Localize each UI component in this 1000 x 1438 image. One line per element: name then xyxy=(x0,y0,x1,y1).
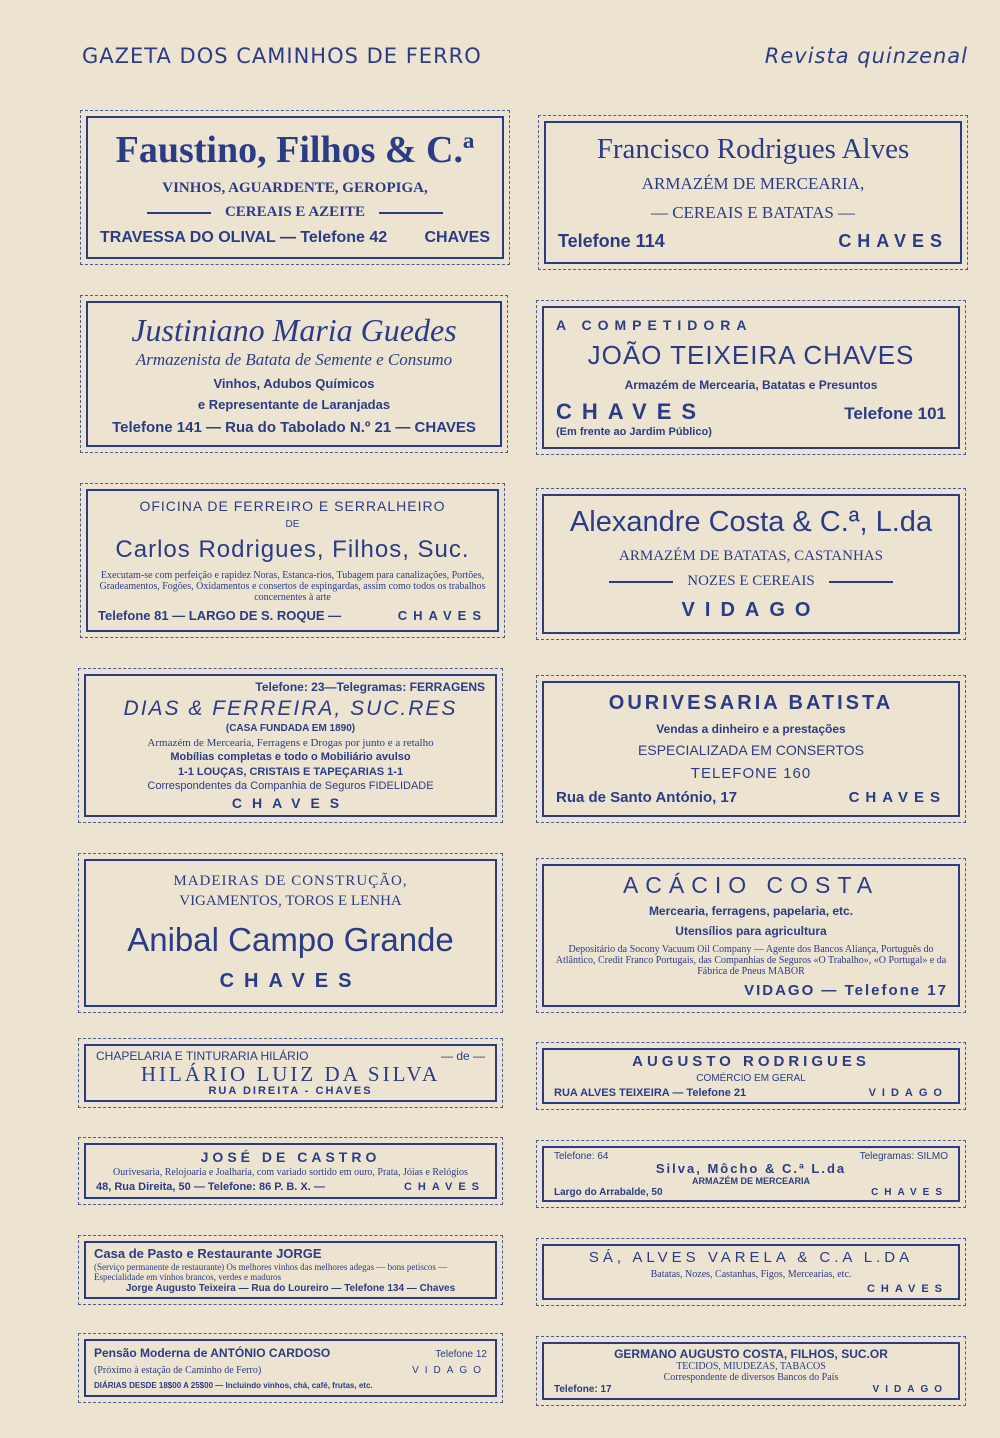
ad-address: RUA ALVES TEIXEIRA — Telefone 21 xyxy=(554,1086,747,1099)
ad-line: Mercearia, ferragens, papelaria, etc. xyxy=(648,904,854,919)
ad-pensao xyxy=(78,1333,503,1403)
ad-name: Anibal Campo Grande xyxy=(127,921,454,959)
ad-address: TRAVESSA DO OLIVAL — Telefone 42 xyxy=(100,229,388,247)
ad-phone: Telefone: 64 xyxy=(554,1150,609,1162)
ad-city: CHAVES xyxy=(838,230,948,251)
ad-desc: Executam-se com perfeição e rapidez Noras, Estanca-rios, Tubagem para canalizações, Portões, Gradeamentos, Fogões, Oxidamentos e consertos de espingardas, assim como todos os trabalhos concernentes à arte xyxy=(99,569,486,603)
ad-tag: A COMPETIDORA xyxy=(556,317,753,334)
ad-line: TECIDOS, MIUDEZAS, TABACOS xyxy=(676,1360,826,1372)
ad-line: VINHOS, AGUARDENTE, GEROPIGA, xyxy=(162,179,428,196)
ad-line: Vinhos, Adubos Químicos xyxy=(213,375,375,391)
ad-name: GERMANO AUGUSTO COSTA, FILHOS, SUC.OR xyxy=(614,1346,888,1361)
ad-line: MADEIRAS DE CONSTRUÇÃO, xyxy=(173,872,408,889)
ad-name: Casa de Pasto e Restaurante JORGE xyxy=(94,1245,322,1261)
ad-city: CHAVES xyxy=(219,970,362,993)
ad-line: CEREAIS E AZEITE xyxy=(100,204,490,221)
ad-line: Armazém de Mercearia, Ferragens e Drogas por junto e a retalho xyxy=(147,736,434,749)
ad-line: — de — xyxy=(440,1048,485,1063)
ad-address: Telefone 141 — Rua do Tabolado N.º 21 — CHAVES xyxy=(112,418,476,436)
page-header-subtitle: Revista quinzenal xyxy=(764,44,968,68)
ad-line: Mobílias completas e todo o Mobiliário avulso xyxy=(170,751,411,764)
ad-founded: (CASA FUNDADA EM 1890) xyxy=(225,723,356,735)
ad-city: VIDAGO xyxy=(872,1384,948,1396)
ad-address: RUA DIREITA - CHAVES xyxy=(208,1085,373,1098)
ad-alexandre xyxy=(536,488,966,640)
ad-name: SÁ, ALVES VARELA & C.A L.DA xyxy=(588,1249,914,1267)
ad-telegram: Telegramas: SILMO xyxy=(859,1150,948,1162)
ad-line: DIÁRIAS DESDE 18$00 A 25$00 — Incluindo vinhos, chá, café, frutas, etc. xyxy=(94,1381,373,1391)
ad-name: Silva, Môcho & C.ª L.da xyxy=(655,1160,847,1176)
ad-city: CHAVES xyxy=(556,398,707,424)
ad-top: Telefone: 23—Telegramas: FERRAGENS xyxy=(255,680,485,695)
ad-line: VIGAMENTOS, TOROS E LENHA xyxy=(179,892,402,909)
ad-hilario xyxy=(78,1038,503,1108)
ad-name: JOÃO TEIXEIRA CHAVES xyxy=(587,340,915,371)
ad-city: CHAVES xyxy=(866,1282,948,1295)
ad-line: — CEREAIS E BATATAS — xyxy=(650,202,856,222)
ad-city: CHAVES xyxy=(397,608,487,624)
ad-line: (Próximo à estação de Caminho de Ferro) xyxy=(94,1364,262,1376)
ad-address: 48, Rua Direita, 50 — Telefone: 86 P. B. X. — xyxy=(96,1181,325,1194)
ad-line: Correspondentes da Companhia de Seguros FIDELIDADE xyxy=(147,780,434,793)
ad-name: JOSÉ DE CASTRO xyxy=(200,1148,381,1165)
ad-city: CHAVES xyxy=(403,1181,485,1194)
ad-name: Justiniano Maria Guedes xyxy=(131,312,457,349)
ad-city: VIDAGO xyxy=(868,1086,948,1099)
ad-city: VIDAGO — Telefone 17 xyxy=(744,982,948,1000)
ad-name: Alexandre Costa & C.ª, L.da xyxy=(569,506,933,539)
ad-name: Pensão Moderna de ANTÓNIO CARDOSO xyxy=(94,1345,331,1360)
ad-germano xyxy=(536,1336,966,1406)
ad-line: Batatas, Nozes, Castanhas, Figos, Mercearias, etc. xyxy=(650,1268,852,1280)
ad-note: (Serviço permanente de restaurante) Os melhores vinhos das melhores adegas — bons petiscos — Especialidade em vinhos brancos, verdes e maduros xyxy=(94,1261,448,1282)
ad-city: VIDAGO xyxy=(681,598,821,621)
ad-competidora xyxy=(536,300,966,455)
ad-justiniano xyxy=(80,295,508,453)
ad-desc: Depositário da Socony Vacuum Oil Company — Agente dos Bancos Aliança, Português do Atlântico, Credit Franco Portugais, das Companhias de Seguros «O Trabalho», «O Portugal» e da Fábrica de Pneus MABOR xyxy=(555,943,947,977)
ad-dias xyxy=(78,668,503,823)
ad-line: e Representante de Laranjadas xyxy=(197,397,391,413)
ad-line: TELEFONE 160 xyxy=(690,765,812,783)
ad-augusto xyxy=(536,1042,966,1110)
ad-name: Francisco Rodrigues Alves xyxy=(596,133,910,166)
ad-name: OURIVESARIA BATISTA xyxy=(608,692,894,715)
ad-name: ACÁCIO COSTA xyxy=(622,871,880,898)
ad-line: OFICINA DE FERREIRO E SERRALHEIRO xyxy=(139,497,446,514)
ad-batista xyxy=(536,675,966,823)
ad-city: CHAVES xyxy=(424,229,490,247)
ad-phone: Telefone 101 xyxy=(844,403,946,423)
ad-city: CHAVES xyxy=(871,1186,948,1198)
ad-phone: Telefone 12 xyxy=(435,1348,487,1360)
ad-line: Utensílios para agricultura xyxy=(675,923,827,938)
ad-name: Carlos Rodrigues, Filhos, Suc. xyxy=(115,535,470,563)
ad-name: DIAS & FERREIRA, SUC.RES xyxy=(123,696,458,720)
ad-name: AUGUSTO RODRIGUES xyxy=(632,1053,870,1071)
ad-sa xyxy=(536,1238,966,1306)
ad-acacio xyxy=(536,858,966,1013)
ad-address: Telefone 81 — LARGO DE S. ROQUE — xyxy=(98,608,342,624)
ad-line: ESPECIALIZADA EM CONSERTOS xyxy=(638,742,864,759)
ad-city: CHAVES xyxy=(231,794,350,811)
ad-city: CHAVES xyxy=(848,788,946,806)
ad-note: (Em frente ao Jardim Público) xyxy=(556,425,712,438)
ad-phone: Telefone: 17 xyxy=(554,1384,612,1396)
ad-line: CHAPELARIA E TINTURARIA HILÁRIO xyxy=(96,1048,309,1063)
ad-anibal xyxy=(78,853,503,1013)
ad-line: Armazém de Mercearia, Batatas e Presuntos xyxy=(624,377,878,392)
ad-faustino xyxy=(80,110,510,265)
ad-line: Vendas a dinheiro e a prestações xyxy=(656,721,846,736)
ad-address: Jorge Augusto Teixeira — Rua do Loureiro — Telefone 134 — Chaves xyxy=(125,1283,456,1295)
ad-line: DE xyxy=(285,519,300,531)
ad-line: ARMAZÉM DE MERCEARIA, xyxy=(641,174,865,194)
ad-silva xyxy=(536,1140,966,1208)
ad-jorge xyxy=(78,1235,503,1305)
ad-line: ARMAZÉM DE MERCEARIA xyxy=(692,1175,810,1186)
ad-line: 1-1 LOUÇAS, CRISTAIS E TAPEÇARIAS 1-1 xyxy=(177,765,404,778)
ad-phone: Telefone 114 xyxy=(558,230,665,251)
ad-address: Largo do Arrabalde, 50 xyxy=(554,1186,663,1198)
ad-carlos xyxy=(80,483,505,638)
page-header-title: GAZETA DOS CAMINHOS DE FERRO xyxy=(82,44,482,68)
ad-name: Faustino, Filhos & C.ª xyxy=(115,128,475,171)
ad-city: VIDAGO xyxy=(412,1364,487,1376)
ad-francisco xyxy=(538,115,968,270)
ad-tagline: Armazenista de Batata de Semente e Consumo xyxy=(135,349,453,369)
ad-line: Correspondente de diversos Bancos do País xyxy=(663,1372,839,1384)
ad-line: ARMAZÉM DE BATATAS, CASTANHAS xyxy=(619,547,883,564)
ad-name: HILÁRIO LUIZ DA SILVA xyxy=(140,1061,441,1086)
ad-line: COMÉRCIO EM GERAL xyxy=(696,1072,806,1084)
ad-address: Rua de Santo António, 17 xyxy=(556,788,738,806)
ad-line: NOZES E CEREAIS xyxy=(556,573,946,590)
ad-desc: Ourivesaria, Relojoaria e Joalharia, com variado sortido em ouro, Prata, Jóias e Relógios xyxy=(113,1166,468,1178)
ad-jose xyxy=(78,1137,503,1205)
